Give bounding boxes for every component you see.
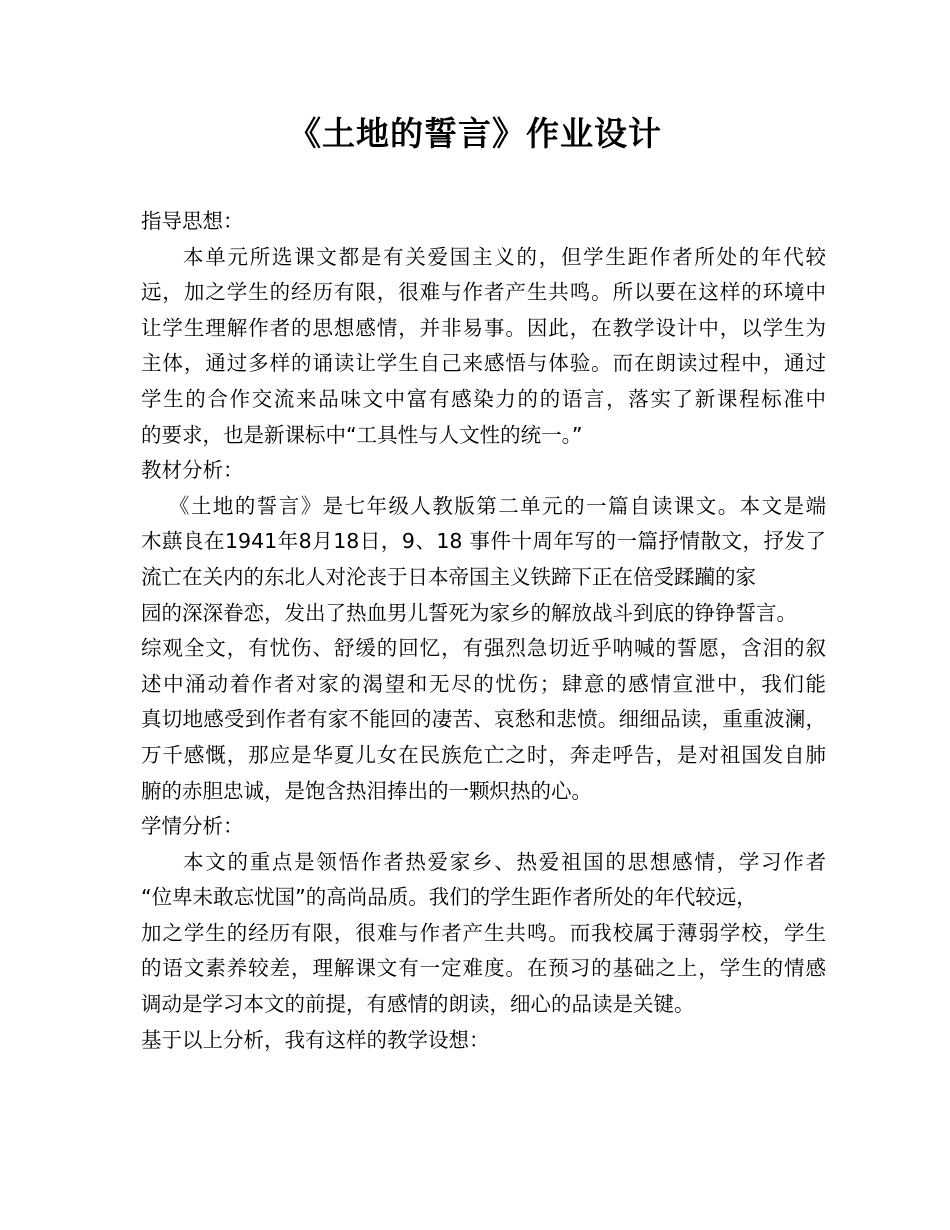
paragraph-line: 的语文素养较差，理解课文有一定难度。在预习的基础之上，学生的情感 bbox=[141, 956, 826, 981]
section-heading-guiding-ideas: 指导思想： bbox=[141, 209, 244, 233]
paragraph-line: 综观全文，有忧伤、舒缓的回忆，有强烈急切近乎呐喊的誓愿，含泪的叙 bbox=[141, 636, 826, 661]
paragraph-line: 万千感慨，那应是华夏儿女在民族危亡之时，奔走呼告，是对祖国发自肺 bbox=[141, 742, 826, 767]
section-heading-student-analysis: 学情分析： bbox=[141, 814, 244, 839]
paragraph-line: “位卑未敢忘忧国”的高尚品质。我们的学生距作者所处的年代较远， bbox=[141, 885, 757, 910]
paragraph-line: 主体，通过多样的诵读让学生自己来感悟与体验。而在朗读过程中，通过 bbox=[141, 351, 826, 376]
paragraph-line: 《土地的誓言》是七年级人教版第二单元的一篇自读课文。本文是端 bbox=[169, 493, 826, 518]
document-title: 《土地的誓言》作业设计 bbox=[288, 114, 662, 153]
paragraph-line: 调动是学习本文的前提，有感情的朗读，细心的品读是关键。 bbox=[141, 992, 695, 1017]
document-body bbox=[141, 204, 826, 1058]
paragraph-line: 加之学生的经历有限，很难与作者产生共鸣。而我校属于薄弱学校，学生 bbox=[141, 920, 826, 945]
paragraph-line: 学生的合作交流来品味文中富有感染力的的语言，落实了新课程标准中 bbox=[141, 386, 826, 411]
section-heading-teaching-plan: 基于以上分析，我有这样的教学设想： bbox=[141, 1027, 490, 1052]
paragraph-line: 让学生理解作者的思想感情，并非易事。因此，在教学设计中，以学生为 bbox=[141, 315, 826, 340]
paragraph-line: 述中涌动着作者对家的渴望和无尽的忧伤；肆意的感情宣泄中，我们能 bbox=[141, 671, 826, 696]
paragraph-line: 腑的赤胆忠诚，是饱含热泪捧出的一颗炽热的心。 bbox=[141, 778, 592, 803]
paragraph-line: 的要求，也是新课标中“工具性与人文性的统一。” bbox=[141, 422, 583, 447]
paragraph-line: 木蕻良在1941年8月18日，9、18 事件十周年写的一篇抒情散文，抒发了 bbox=[141, 529, 826, 554]
paragraph-line: 本文的重点是领悟作者热爱家乡、热爱祖国的思想感情，学习作者 bbox=[183, 849, 826, 874]
paragraph-line: 园的深深眷恋，发出了热血男儿誓死为家乡的解放战斗到底的铮铮誓言。 bbox=[141, 600, 797, 625]
section-heading-material-analysis: 教材分析： bbox=[141, 458, 244, 483]
paragraph-line: 远，加之学生的经历有限，很难与作者产生共鸣。所以要在这样的环境中 bbox=[141, 280, 826, 305]
paragraph-line: 本单元所选课文都是有关爱国主义的，但学生距作者所处的年代较 bbox=[183, 244, 826, 269]
paragraph-line: 真切地感受到作者有家不能回的凄苦、哀愁和悲愤。细细品读，重重波澜， bbox=[141, 707, 826, 732]
paragraph-line: 流亡在关内的东北人对沦丧于日本帝国主义铁蹄下正在倍受蹂躏的家 bbox=[141, 564, 756, 589]
